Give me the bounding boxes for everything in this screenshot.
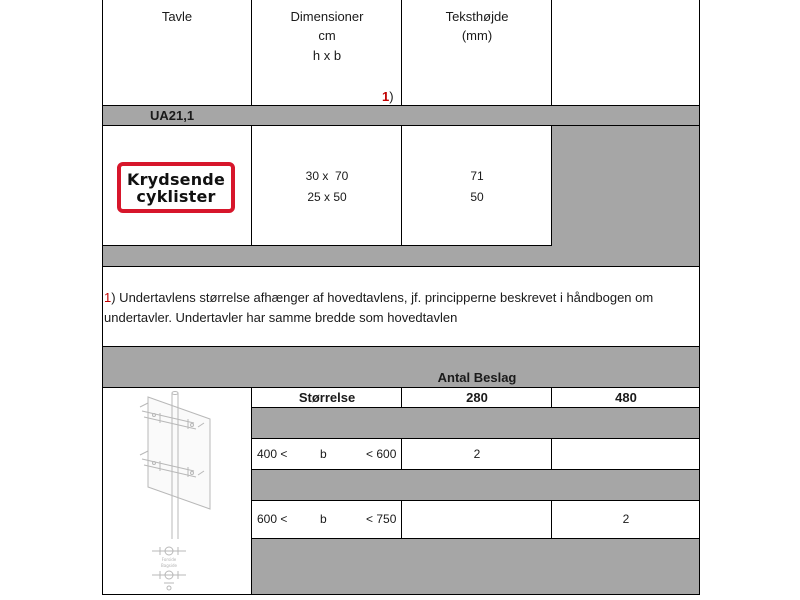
section-code: UA21,1 — [150, 108, 195, 123]
row-1-upper: < 600 — [366, 447, 397, 461]
header-dimensioner-unit: cm — [318, 28, 336, 43]
dimension-row-2: 25 x 50 — [307, 190, 347, 204]
beslag-row-2 — [252, 501, 700, 539]
row-2-upper: < 750 — [366, 512, 397, 526]
beslag-title-band — [102, 347, 699, 387]
footnote-ref-number: 1 — [382, 89, 390, 104]
sign-krydsende-cyklister — [117, 162, 235, 213]
header-teksthojde-unit: (mm) — [461, 28, 493, 43]
diagram-caption-1: Forside — [161, 557, 177, 562]
footnote-paragraph — [104, 288, 694, 328]
row-2-var: b — [320, 512, 327, 526]
beslag-gap-2 — [252, 470, 699, 501]
footnote-number: 1 — [104, 290, 112, 305]
footnote-text: ) Undertavlens størrelse afhænger af hovedtavlens, jf. principperne beskrevet i håndbogen om undertavler. Undertavler har samme bredde som hovedtavlen — [104, 290, 654, 325]
header-footnote-ref — [382, 87, 402, 106]
text-height-row-2: 50 — [470, 190, 484, 204]
header-dimensioner-format: h x b — [312, 48, 342, 63]
sign-line-2: cyklister — [136, 186, 216, 206]
header-teksthojde: Teksthøjde — [445, 9, 509, 24]
text-height-row-1: 71 — [470, 169, 484, 183]
beslag-bottom-band — [252, 539, 699, 595]
beslag-col-480: 480 — [615, 390, 637, 405]
header-dimensioner: Dimensioner — [290, 9, 364, 24]
row-2-lower: 600 < — [257, 512, 288, 526]
sign-row-filler — [551, 126, 699, 246]
row-1-lower: 400 < — [257, 447, 288, 461]
row-1-280: 2 — [473, 447, 481, 461]
beslag-col-280: 280 — [466, 390, 488, 405]
row-2-480: 2 — [622, 512, 630, 526]
spacer-band — [102, 246, 699, 266]
beslag-title: Antal Beslag — [437, 370, 517, 385]
dimension-row-1: 30 x 70 — [305, 169, 349, 183]
diagram-caption-2: Bagside — [161, 563, 177, 568]
beslag-gap-1 — [252, 408, 699, 439]
row-1-var: b — [320, 447, 327, 461]
beslag-size-header: Størrelse — [298, 390, 356, 405]
header-tavle: Tavle — [161, 9, 193, 24]
sign-mounting-diagram-icon — [104, 389, 250, 593]
beslag-row-1 — [252, 439, 700, 470]
footnote-ref-paren: ) — [389, 89, 394, 104]
sign-line-1: Krydsende — [126, 169, 226, 189]
